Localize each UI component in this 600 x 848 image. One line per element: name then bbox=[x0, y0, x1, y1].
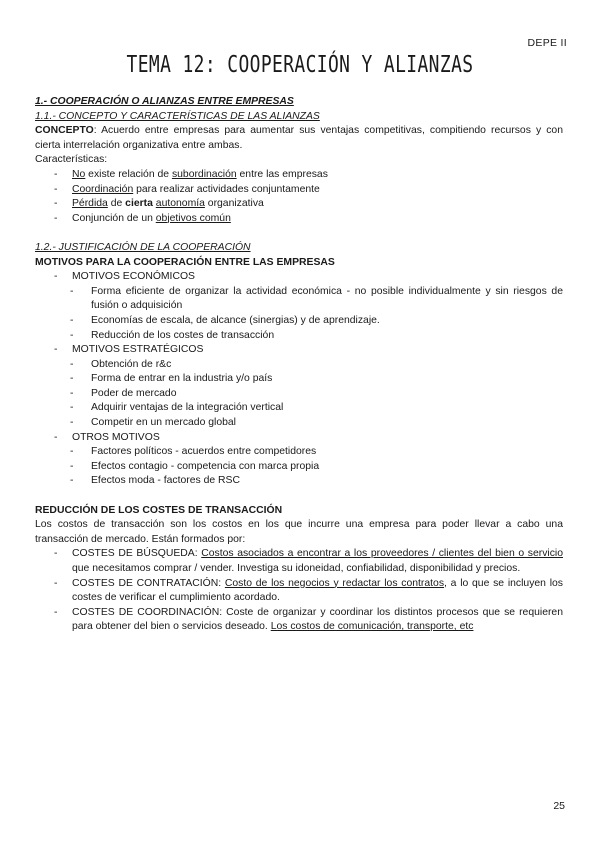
text-span: subordinación bbox=[171, 168, 237, 180]
list-item: - Efectos moda - factores de RSC bbox=[35, 474, 563, 489]
text-span: de bbox=[107, 198, 126, 210]
text-span: objetivos común bbox=[155, 212, 231, 224]
costs-list bbox=[35, 547, 563, 635]
list-item bbox=[35, 183, 563, 198]
characteristics-label: Características: bbox=[35, 154, 108, 166]
motive-title: MOTIVOS ESTRATÉGICOS bbox=[72, 344, 204, 356]
text-span: No bbox=[72, 168, 86, 180]
intro-paragraph: Los costos de transacción son los costos en los que incurre una empresa para poder llevar a cabo una transacción de mercado. Están formados por: bbox=[35, 519, 563, 545]
text-span: COSTES DE CONTRATACIÓN: bbox=[72, 577, 225, 589]
motives-heading: MOTIVOS PARA LA COOPERACIÓN ENTRE LAS EMPRESAS bbox=[35, 256, 335, 268]
text-span: Costo de los negocios y redactar los contratos bbox=[224, 577, 445, 589]
list-item bbox=[35, 606, 563, 635]
text-span: organizativa bbox=[204, 198, 264, 210]
list-item: - Forma eficiente de organizar la actividad económica - no posible individualmente y sin riesgos de fusión o adquisición bbox=[35, 285, 563, 314]
list-item: - Obtención de r&c bbox=[35, 358, 563, 373]
list-item bbox=[35, 577, 563, 606]
subsection-heading: 1.2.- JUSTIFICACIÓN DE LA COOPERACIÓN bbox=[35, 241, 251, 253]
course-header: DEPE II bbox=[527, 37, 567, 49]
document-body bbox=[35, 95, 563, 635]
list-item bbox=[35, 212, 563, 227]
characteristics-list bbox=[35, 168, 563, 226]
sublist bbox=[35, 445, 563, 489]
text-span: Conjunción de un bbox=[72, 212, 156, 224]
text-span: cierta bbox=[125, 198, 153, 210]
section-heading: 1.- COOPERACIÓN O ALIANZAS ENTRE EMPRESAS bbox=[35, 96, 294, 107]
text-span: entre las empresas bbox=[236, 168, 328, 180]
text-span: autonomía bbox=[155, 198, 205, 210]
text-span: Los costos de comunicación, transporte, etc bbox=[270, 621, 474, 633]
list-item: - Reducción de los costes de transacción bbox=[35, 329, 563, 344]
subsection-heading: 1.1.- CONCEPTO Y CARACTERÍSTICAS DE LAS ALIANZAS bbox=[35, 110, 320, 122]
list-item bbox=[35, 343, 563, 431]
list-item bbox=[35, 431, 563, 489]
text-span: para realizar actividades conjuntamente bbox=[133, 183, 320, 195]
list-item bbox=[35, 547, 563, 576]
text-span: Pérdida bbox=[72, 198, 108, 210]
section-heading: REDUCCIÓN DE LOS COSTES DE TRANSACCIÓN bbox=[35, 504, 283, 516]
sublist bbox=[35, 358, 563, 431]
text-span: , a lo que se incluyen los costes de verificar el cumplimiento acordado. bbox=[72, 577, 563, 604]
list-item: - Poder de mercado bbox=[35, 387, 563, 402]
motives-list bbox=[35, 270, 563, 489]
concept-text: : Acuerdo entre empresas para aumentar sus ventajas competitivas, compitiendo recursos y con cierta interrelación organizativa entre ambas. bbox=[35, 125, 563, 151]
list-item: - Efectos contagio - competencia con marca propia bbox=[35, 460, 563, 475]
list-item: - Economías de escala, de alcance (sinergias) y de aprendizaje. bbox=[35, 314, 563, 329]
text-span: que necesitamos comprar / vender. Investiga su idoneidad, confiabilidad, disponibilidad y precios. bbox=[72, 563, 521, 574]
page-title: TEMA 12: COOPERACIÓN Y ALIANZAS bbox=[126, 52, 474, 78]
text-span: COSTES DE BÚSQUEDA: bbox=[72, 548, 202, 560]
list-item: - Competir en un mercado global bbox=[35, 416, 563, 431]
motive-title: MOTIVOS ECONÓMICOS bbox=[72, 271, 195, 283]
page-number: 25 bbox=[553, 800, 565, 812]
list-item: - Factores políticos - acuerdos entre competidores bbox=[35, 445, 563, 460]
motive-title: OTROS MOTIVOS bbox=[72, 431, 160, 443]
sublist bbox=[35, 285, 563, 343]
concept-label: CONCEPTO bbox=[35, 125, 94, 137]
list-item bbox=[35, 197, 563, 212]
text-span: Coordinación bbox=[72, 183, 134, 195]
list-item bbox=[35, 168, 563, 183]
list-item: - Adquirir ventajas de la integración vertical bbox=[35, 401, 563, 416]
list-item bbox=[35, 270, 563, 343]
text-span: COSTES DE COORDINACIÓN: Coste de organizar y coordinar los distintos procesos que se requieren para obtener del bien o servicios deseado. bbox=[72, 606, 563, 633]
text-span: existe relación de bbox=[85, 168, 172, 180]
concept-paragraph bbox=[35, 124, 563, 153]
text-span: Costos asociados a encontrar a los proveedores / clientes del bien o servicio bbox=[201, 548, 563, 560]
list-item: - Forma de entrar en la industria y/o país bbox=[35, 372, 563, 387]
